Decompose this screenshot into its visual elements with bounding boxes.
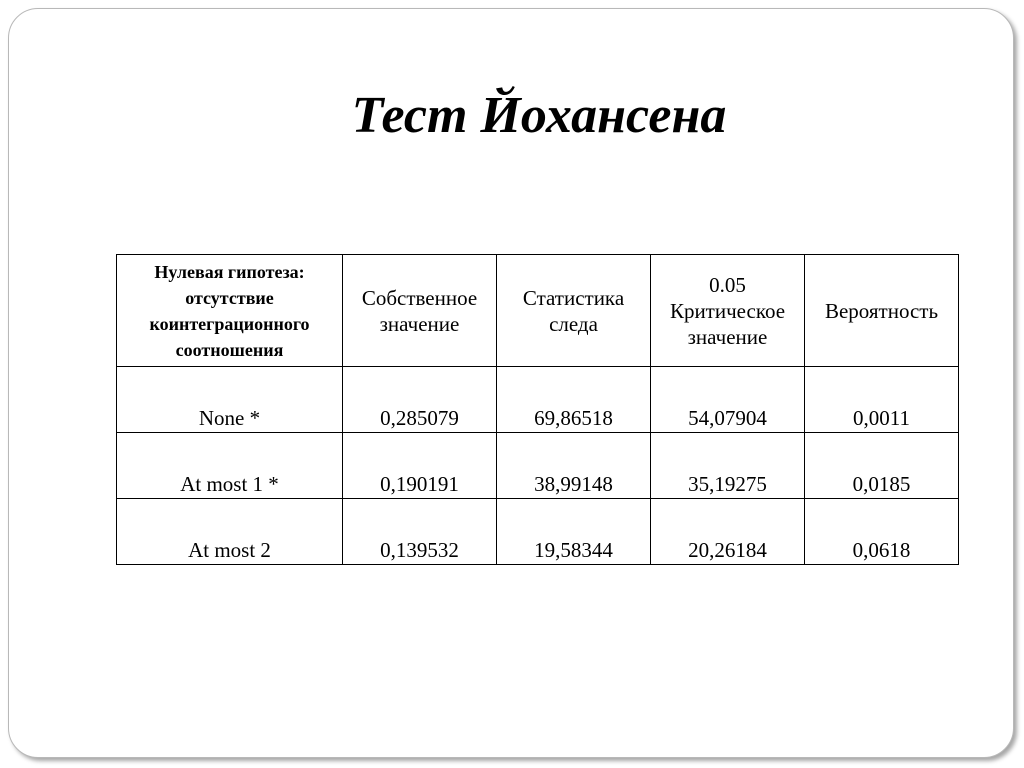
header-line: значение [687, 324, 768, 349]
table-row [117, 433, 959, 499]
header-line: Нулевая гипотеза: [154, 261, 305, 282]
table-row [117, 499, 959, 565]
cell-trace: 69,86518 [497, 367, 651, 433]
cell-critical: 54,07904 [651, 367, 805, 433]
header-line: соотношения [175, 339, 284, 360]
header-line: коинтеграционного [149, 313, 310, 334]
table-header-row [117, 255, 959, 367]
header-line: отсутствие [185, 287, 274, 308]
header-line: 0.05 [709, 272, 746, 297]
header-line: следа [549, 311, 598, 336]
header-line: Вероятность [824, 298, 939, 323]
header-probability [805, 255, 959, 367]
cell-eigenvalue: 0,285079 [343, 367, 497, 433]
cell-critical: 35,19275 [651, 433, 805, 499]
cell-eigenvalue: 0,139532 [343, 499, 497, 565]
header-critical-value [651, 255, 805, 367]
header-line: Критическое [669, 298, 786, 323]
header-line: Статистика [522, 285, 625, 310]
cell-hypothesis: At most 2 [117, 499, 343, 565]
cell-hypothesis: At most 1 * [117, 433, 343, 499]
cell-critical: 20,26184 [651, 499, 805, 565]
cell-eigenvalue: 0,190191 [343, 433, 497, 499]
cell-trace: 38,99148 [497, 433, 651, 499]
header-line: значение [379, 311, 460, 336]
header-line: Собственное [361, 285, 478, 310]
slide-title: Тест Йохансена [351, 87, 727, 144]
cell-probability: 0,0011 [805, 367, 959, 433]
cell-probability: 0,0185 [805, 433, 959, 499]
table-row [117, 367, 959, 433]
header-eigenvalue [343, 255, 497, 367]
header-trace-statistic [497, 255, 651, 367]
cell-hypothesis: None * [117, 367, 343, 433]
header-null-hypothesis [117, 255, 343, 367]
cell-trace: 19,58344 [497, 499, 651, 565]
johansen-test-table [116, 254, 959, 565]
cell-probability: 0,0618 [805, 499, 959, 565]
